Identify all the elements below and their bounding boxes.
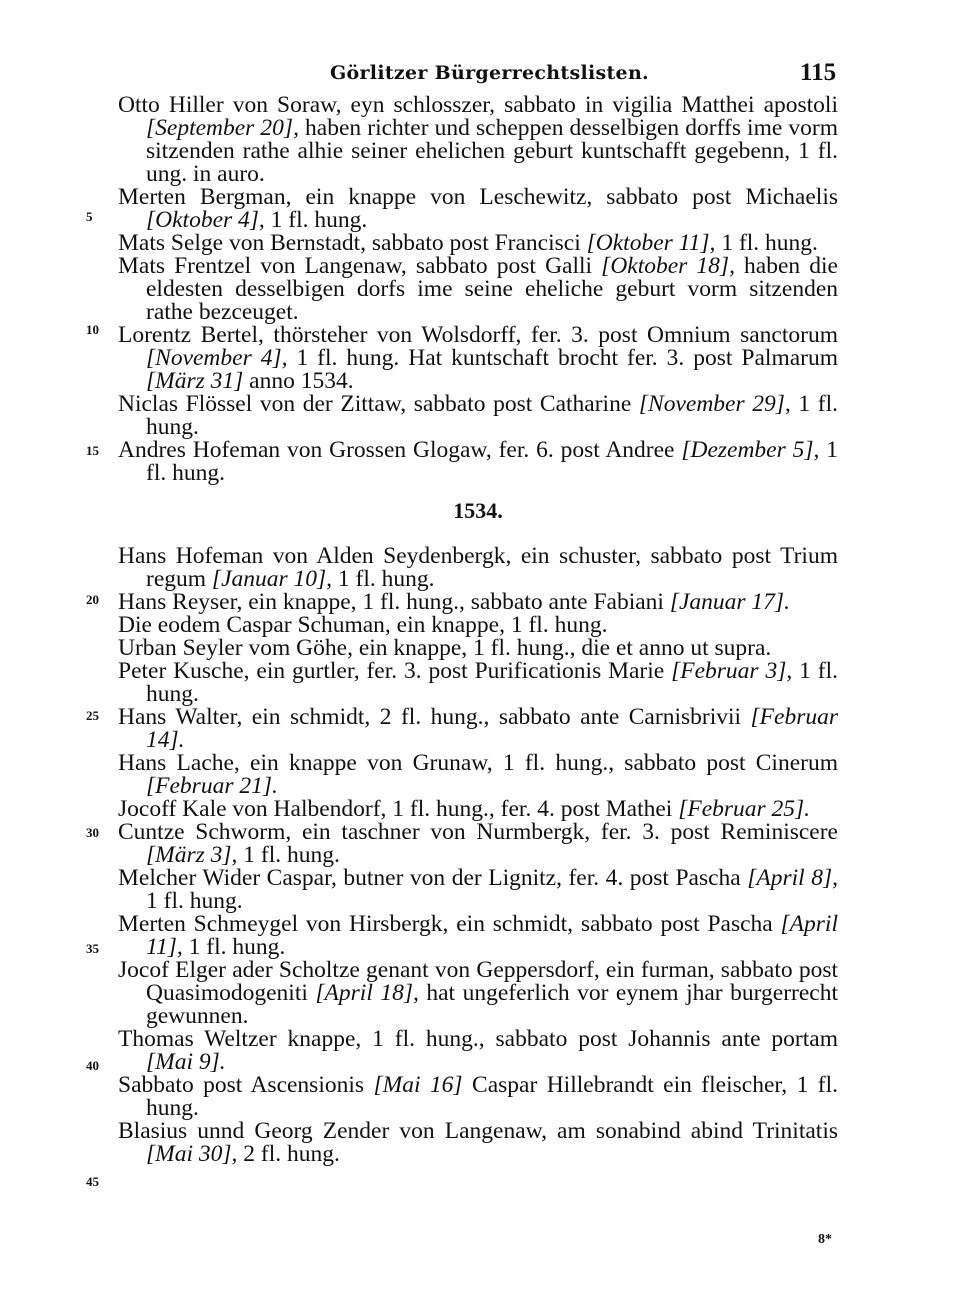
entry-text: Thomas Weltzer knappe, 1 fl. hung., sabbato post Johannis ante portam — [118, 1026, 838, 1052]
entry-text: 1 fl. hung. — [146, 658, 838, 707]
page-number: 115 — [800, 59, 837, 86]
register-entry — [118, 439, 838, 485]
entry-text: 1 fl. hung. — [182, 934, 286, 960]
register-entry — [118, 1028, 838, 1074]
date-gloss: [November 29], — [638, 391, 791, 417]
entry-text: haben richter und scheppen desselbigen dorffs ime vorm sitzenden rathe alhie seiner ehelichen geburt kuntschafft gegebenn, 1 fl. ung. in auro. — [146, 115, 838, 187]
date-gloss: [April 11], — [146, 911, 838, 960]
date-gloss: [April 8], — [747, 865, 838, 891]
entry-text: Andres Hofeman von Grossen Glogaw, fer. 6. post Andree — [118, 437, 682, 463]
register-entry — [118, 393, 838, 439]
register-entry — [118, 94, 838, 186]
entry-text: 1 fl. hung. — [146, 888, 243, 914]
entry-text: Niclas Flössel von der Zittaw, sabbato post Catharine — [118, 391, 639, 417]
date-gloss: [März 3], — [146, 842, 238, 868]
running-title: Görlitzer Bürgerrechtslisten. — [330, 62, 649, 84]
register-entry — [118, 637, 838, 660]
date-gloss: [Mai 30], — [146, 1141, 238, 1167]
date-gloss: [März 31] — [146, 368, 244, 394]
entry-text: 1 fl. hung. — [146, 391, 838, 440]
date-gloss: [November 4], — [146, 345, 288, 371]
entry-text: anno 1534. — [243, 368, 354, 394]
date-gloss: [Oktober 11], — [586, 230, 716, 256]
year-heading: 1534. — [453, 498, 503, 523]
entry-text: 1 fl. hung. — [264, 207, 368, 233]
entry-text: Jocof Elger ader Scholtze genant von Geppersdorf, ein furman, sabbato post Quasimodogeniti — [118, 957, 838, 1006]
date-gloss: [Januar 17]. — [669, 589, 790, 615]
entries-1534 — [118, 545, 838, 1166]
register-entry — [118, 591, 838, 614]
entry-text: Hans Lache, ein knappe von Grunaw, 1 fl. hung., sabbato post Cinerum — [118, 750, 838, 776]
line-number: 45 — [86, 1174, 99, 1189]
entry-text: Hans Reyser, ein knappe, 1 fl. hung., sabbato ante Fabiani — [118, 589, 670, 615]
register-entry — [118, 660, 838, 706]
entry-text: Blasius unnd Georg Zender von Langenaw, am sonabind abind Trinitatis — [118, 1118, 838, 1144]
entry-text: hat ungeferlich vor eynem jhar burgerrecht gewunnen. — [146, 980, 838, 1029]
register-entry — [118, 614, 838, 637]
entry-text: 1 fl. hung. — [237, 842, 340, 868]
line-number: 30 — [86, 825, 99, 840]
date-gloss: [Oktober 18], — [601, 253, 735, 279]
entry-text: Jocoff Kale von Halbendorf, 1 fl. hung., fer. 4. post Mathei — [118, 796, 679, 822]
entry-text: haben die eldesten desselbigen dorfs ime seine eheliche geburt vorm sitzenden rathe bezceuget. — [146, 253, 838, 325]
date-gloss: [Oktober 4], — [146, 207, 265, 233]
date-gloss: [Januar 10], — [211, 566, 333, 592]
entry-text: 1 fl. hung. Hat kuntschaft brocht fer. 3. post Palmarum — [287, 345, 839, 371]
register-entry — [118, 545, 838, 591]
date-gloss: [April 18], — [315, 980, 419, 1006]
text-body — [118, 94, 838, 1166]
line-number: 5 — [86, 209, 93, 224]
register-entry — [118, 1074, 838, 1120]
line-number: 10 — [86, 322, 99, 337]
line-number: 25 — [86, 708, 99, 723]
entry-text: Merten Bergman, ein knappe von Leschewitz, sabbato post Michaelis — [118, 184, 838, 210]
entry-text: Melcher Wider Caspar, butner von der Lignitz, fer. 4. post Pascha — [118, 865, 748, 891]
entry-text: Sabbato post Ascensionis — [118, 1072, 374, 1098]
entry-text: Otto Hiller von Soraw, eyn schlosszer, sabbato in vigilia Matthei apostoli — [118, 92, 838, 118]
register-entry — [118, 232, 838, 255]
register-entry — [118, 324, 838, 393]
register-entry — [118, 867, 838, 913]
entry-text: Die eodem Caspar Schuman, ein knappe, 1 fl. hung. — [118, 612, 608, 638]
register-entry — [118, 959, 838, 1028]
entry-text: Hans Hofeman von Alden Seydenbergk, ein schuster, sabbato post Trium regum — [118, 543, 838, 592]
entry-text: Caspar Hillebrandt ein fleischer, 1 fl. hung. — [146, 1072, 838, 1121]
date-gloss: [Mai 9]. — [146, 1049, 226, 1075]
entry-text: Merten Schmeygel von Hirsbergk, ein schmidt, sabbato post Pascha — [118, 911, 781, 937]
date-gloss: [Mai 16] — [373, 1072, 463, 1098]
register-entry — [118, 186, 838, 232]
date-gloss: [September 20], — [146, 115, 299, 141]
entry-text: Hans Walter, ein schmidt, 2 fl. hung., sabbato ante Carnisbrivii — [118, 704, 751, 730]
entry-text: 1 fl. hung. — [146, 437, 838, 486]
entry-text: Mats Frentzel von Langenaw, sabbato post Galli — [118, 253, 602, 279]
register-entry — [118, 255, 838, 324]
entries-1533 — [118, 94, 838, 485]
line-number: 15 — [86, 443, 99, 458]
date-gloss: [Februar 3], — [671, 658, 793, 684]
line-number: 35 — [86, 941, 99, 956]
register-entry — [118, 752, 838, 798]
date-gloss: [Februar 25]. — [678, 796, 811, 822]
entry-text: Peter Kusche, ein gurtler, fer. 3. post Purificationis Marie — [118, 658, 672, 684]
date-gloss: [Dezember 5], — [681, 437, 820, 463]
entry-text: 1 fl. hung. — [332, 566, 435, 592]
line-number: 40 — [86, 1058, 99, 1073]
register-entry — [118, 913, 838, 959]
date-gloss: [Februar 14]. — [146, 704, 838, 753]
running-head — [0, 56, 960, 88]
line-number: 20 — [86, 592, 99, 607]
register-entry — [118, 798, 838, 821]
entry-text: 2 fl. hung. — [237, 1141, 340, 1167]
register-entry — [118, 821, 838, 867]
register-entry — [118, 706, 838, 752]
register-entry — [118, 1120, 838, 1166]
entry-text: Lorentz Bertel, thörsteher von Wolsdorff, fer. 3. post Omnium sanctorum — [118, 322, 838, 348]
entry-text: 1 fl. hung. — [715, 230, 818, 256]
entry-text: Cuntze Schworm, ein taschner von Nurmbergk, fer. 3. post Reminiscere — [118, 819, 838, 845]
signature-mark: 8* — [818, 1232, 832, 1247]
date-gloss: [Februar 21]. — [146, 773, 278, 799]
entry-text: Urban Seyler vom Göhe, ein knappe, 1 fl. hung., die et anno ut supra. — [118, 635, 772, 661]
entry-text: Mats Selge von Bernstadt, sabbato post Francisci — [118, 230, 587, 256]
